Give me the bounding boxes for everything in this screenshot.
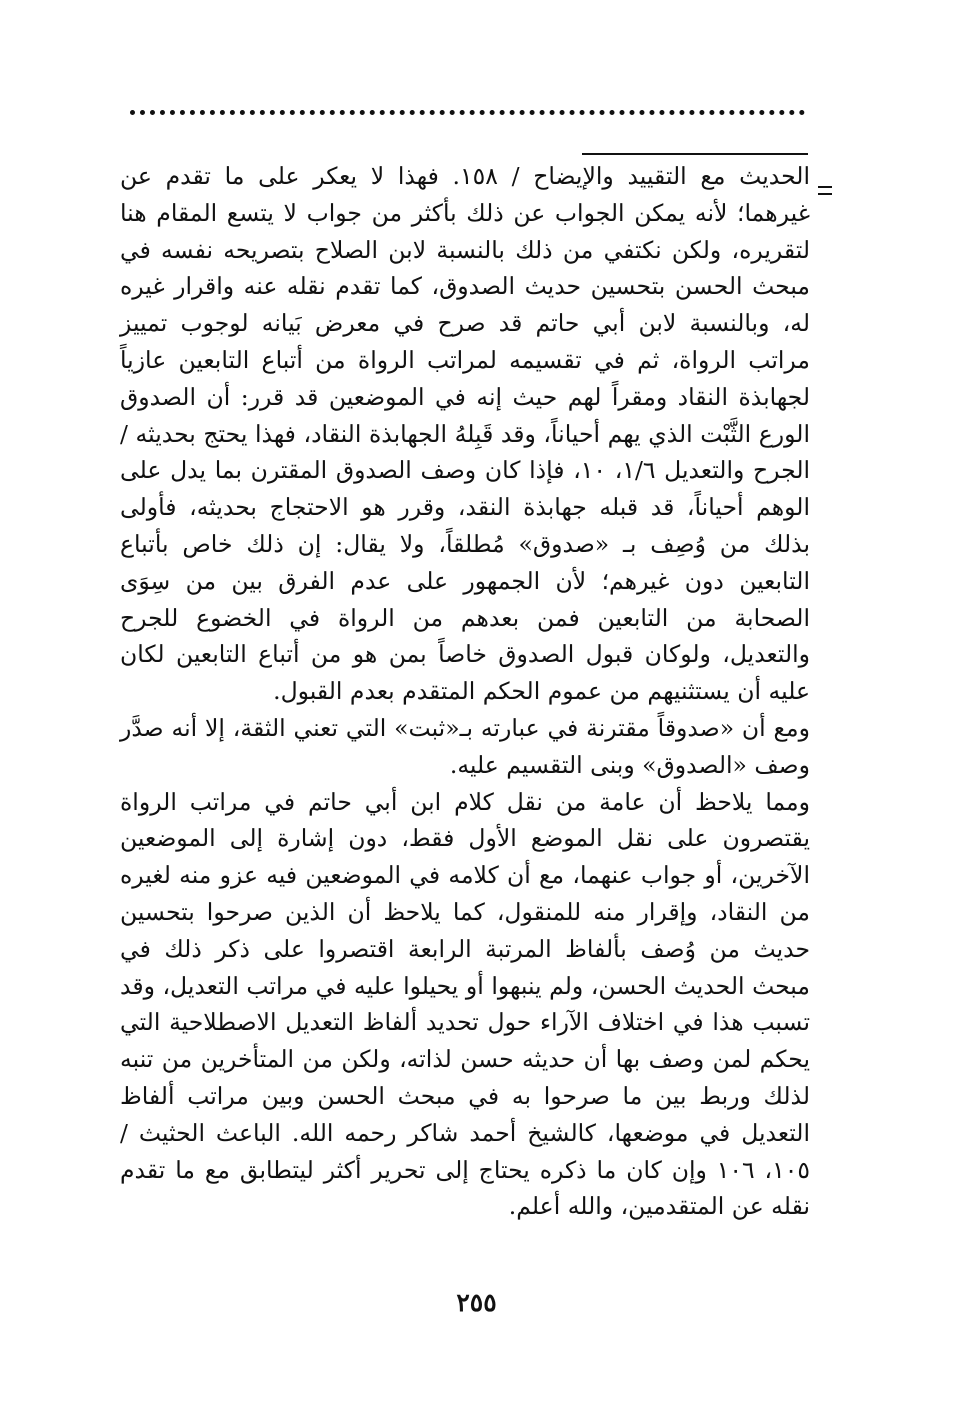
page-number: ٢٥٥ — [456, 1288, 497, 1317]
footnote-continuation-mark — [818, 186, 832, 195]
paragraph-3: ومما يلاحظ أن عامة من نقل كلام ابن أبي حاتم في مراتب الرواة يقتصرون على نقل الموضع الأول فقط، دون إشارة إلى الموضعين الآخرين، أو جواب عنهما، مع أن كلامه في الموضعين فيه عزو منه لغيره من النقاد، وإقرار منه للمنقول، كما يلاحظ أن الذين صرحوا بتحسين حديث من وُصف بألفاظ المرتبة الرابعة اقتصروا على ذكر ذلك في مبحث الحديث الحسن، ولم ينبهوا أو يحيلوا عليه في مراتب التعديل، وقد تسبب هذا في اختلاف الآراء حول تحديد ألفاظ التعديل الاصطلاحية التي يحكم لمن وصف بها أن حديثه حسن لذاته، ولكن من المتأخرين من تنبه لذلك وربط بين ما صرحوا به في مبحث الحسن وبين مراتب ألفاظ التعديل في موضعها، كالشيخ أحمد شاكر رحمه الله. الباعث الحثيث / ١٠٥، ١٠٦ وإن كان ما ذكره يحتاج إلى تحرير أكثر ليتطابق مع ما تقدم نقله عن المتقدمين، والله أعلم. — [120, 787, 810, 1221]
paragraph-1: الحديث مع التقييد والإيضاح / ١٥٨. فهذا لا يعكر على ما تقدم عن غيرهما؛ لأنه يمكن الجواب عن ذلك بأكثر من جواب لا يتسع المقام هنا لتقريره، ولكن نكتفي من ذلك بالنسبة لابن الصلاح بتصريحه نفسه في مبحث الحسن بتحسين حديث الصدوق، كما تقدم نقله عنه واقرار غيره له، وبالنسبة لابن أبي حاتم قد صرح في معرض بَيانه لوجوب تمييز مراتب الرواة، ثم في تقسيمه لمراتب الرواة من أتباع التابعين عازياً لجهابذة النقاد ومقراً لهم حيث إنه في الموضعين قد قرر: أن الصدوق الورع الثَّبْت الذي يهم أحياناً، وقد قَبِلهُ الجهابذة النقاد، فهذا يحتج بحديثه / الجرح والتعديل ١/٦، ١٠، فإذا كان وصف الصدوق المقترن بما يدل على الوهم أحياناً، قد قبله جهابذة النقد، وقرر هو الاحتجاج بحديثه، فأولى بذلك من وُصِف بـ «صدوق» مُطلقاً، ولا يقال: إن ذلك خاص بأتباع التابعين دون غيرهم؛ لأن الجمهور على عدم الفرق بين من سِوَى الصحابة من التابعين فمن بعدهم من الرواة في الخضوع للجرح والتعديل، ولوكان قبول الصدوق خاصاً بمن هو من أتباع التابعين لكان عليه أن يستثنيهم من عموم الحكم المتقدم بعدم القبول. — [120, 162, 811, 706]
paragraph-2: ومع أن «صدوقاً مقترنة في عبارته بـ«ثبت» التي تعني الثقة، إلا أنه صدَّر وصف «الصدوق» وبنى التقسيم عليه. — [120, 713, 810, 779]
footnote-separator-rule — [582, 153, 808, 155]
footnote-text-block — [120, 158, 810, 1225]
header-dotted-rule — [130, 110, 805, 115]
